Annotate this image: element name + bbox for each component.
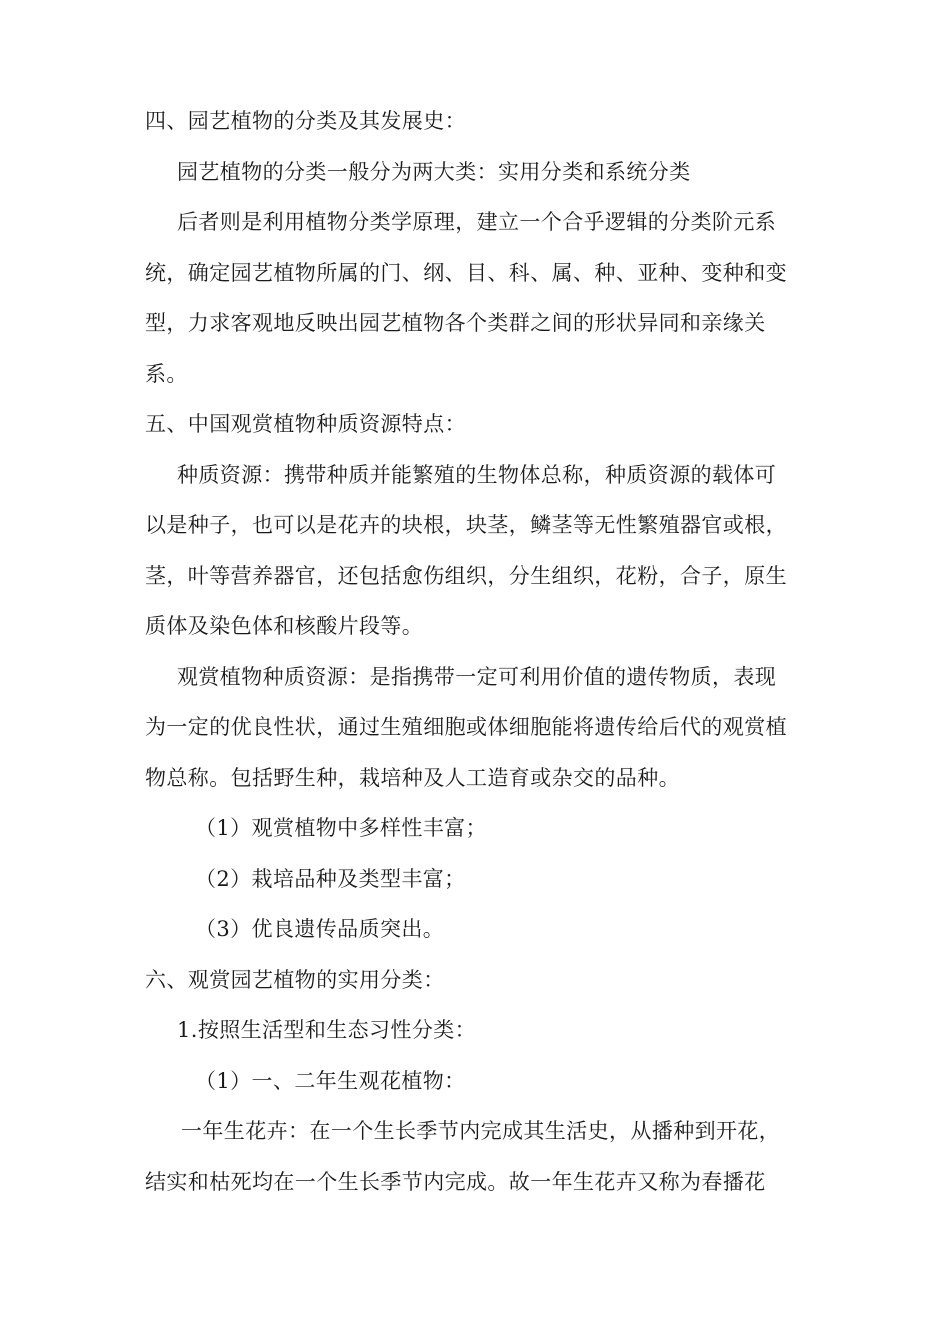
list-item: （3）优良遗传品质突出。 [195,917,445,941]
document-body [145,96,820,1207]
paragraph-line: 园艺植物的分类一般分为两大类：实用分类和系统分类 [177,159,691,184]
heading-section-6: 六、观赏园艺植物的实用分类： [145,967,445,992]
paragraph-line: 后者则是利用植物分类学原理，建立一个合乎逻辑的分类阶元系 [177,210,777,234]
heading-section-5: 五、中国观赏植物种质资源特点： [145,412,466,436]
paragraph-line: 结实和枯死均在一个生长季节内完成。故一年生花卉又称为春播花 [145,1169,766,1194]
paragraph-line: 质体及染色体和核酸片段等。 [145,614,424,638]
paragraph-line: 系。 [145,361,188,386]
paragraph-line: 物总称。包括野生种，栽培种及人工造育或杂交的品种。 [145,765,680,790]
list-item: （1）观赏植物中多样性丰富； [195,816,487,840]
paragraph-line: 型，力求客观地反映出园艺植物各个类群之间的形状异同和亲缘关 [145,311,766,335]
paragraph-line: 种质资源：携带种质并能繁殖的生物体总称，种质资源的载体可 [177,462,777,487]
paragraph-line: 观赏植物种质资源：是指携带一定可利用价值的遗传物质，表现 [177,664,777,689]
list-item: （2）栽培品种及类型丰富； [195,866,466,891]
subheading: 1.按照生活型和生态习性分类： [177,1018,477,1042]
paragraph-line: 统，确定园艺植物所属的门、纲、目、科、属、种、亚种、变种和变 [145,260,787,285]
paragraph-line: 一年生花卉：在一个生长季节内完成其生活史，从播种到开花， [181,1119,781,1143]
paragraph-line: 为一定的优良性状，通过生殖细胞或体细胞能将遗传给后代的观赏植 [145,715,787,739]
heading-section-4: 四、园艺植物的分类及其发展史： [145,109,466,133]
list-item: （1）一、二年生观花植物： [195,1068,466,1093]
paragraph-line: 茎，叶等营养器官，还包括愈伤组织，分生组织，花粉，合子，原生 [145,563,787,588]
paragraph-line: 以是种子，也可以是花卉的块根，块茎，鳞茎等无性繁殖器官或根， [145,513,787,537]
